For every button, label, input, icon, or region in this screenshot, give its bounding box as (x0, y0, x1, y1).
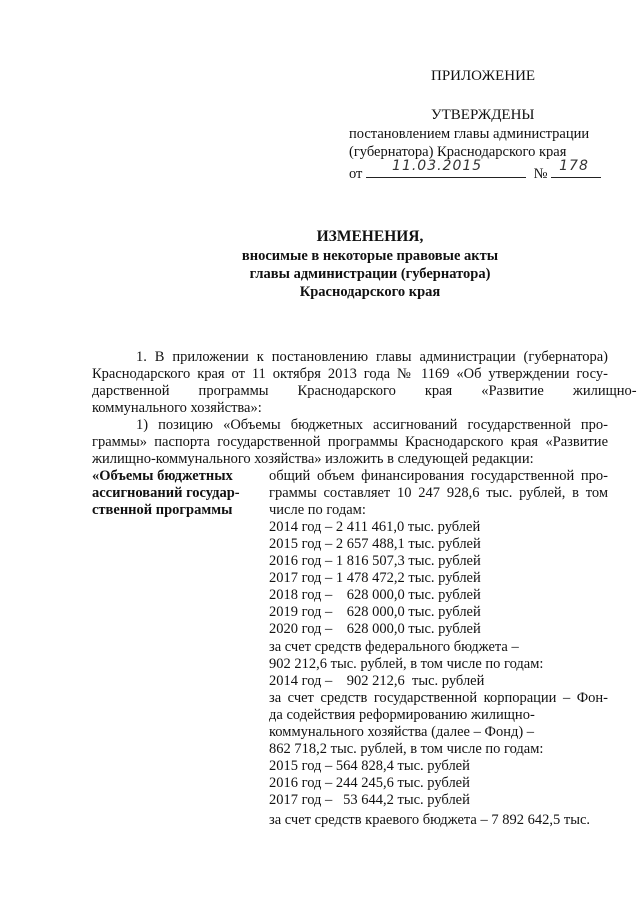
title-line-3: главы администрации (губернатора) (249, 266, 491, 282)
table-value-line: 902 212,6 тыс. рублей, в том числе по годам: (269, 656, 544, 672)
table-value-line: 2020 год – 628 000,0 тыс. рублей (269, 621, 481, 637)
title-line-2: вносимые в некоторые правовые акты (241, 248, 499, 264)
table-value-line: 862 718,2 тыс. рублей, в том числе по годам: (269, 741, 544, 757)
table-value-line: 2014 год – 902 212,6 тыс. рублей (269, 673, 485, 689)
table-value-line: за счет средств федерального бюджета – (269, 639, 519, 655)
approved-label: УТВЕРЖДЕНЫ (431, 107, 535, 123)
table-value-line: 2019 год – 628 000,0 тыс. рублей (269, 604, 481, 620)
title-line-4: Краснодарского края (299, 284, 441, 300)
table-value-line: за счет средств краевого бюджета – 7 892 642,5 тыс. (269, 812, 591, 828)
date-prefix: от (349, 166, 363, 182)
appendix-label: ПРИЛОЖЕНИЕ (431, 68, 536, 84)
paragraph-2-line: 1) позицию «Объемы бюджетных ассигнований государственной про- (136, 417, 608, 433)
number-handwritten: 178 (559, 158, 589, 174)
paragraph-1-line: коммунального хозяйства»: (92, 400, 262, 416)
number-prefix: № (533, 166, 548, 182)
table-value-line: 2015 год – 2 657 488,1 тыс. рублей (269, 536, 481, 552)
table-value-line: числе по годам: (269, 502, 366, 518)
table-value-line: 2016 год – 1 816 507,3 тыс. рублей (269, 553, 481, 569)
table-value-line: 2017 год – 1 478 472,2 тыс. рублей (269, 570, 481, 586)
number-field (551, 158, 601, 178)
table-value-line: 2015 год – 564 828,4 тыс. рублей (269, 758, 470, 774)
table-value-line: 2018 год – 628 000,0 тыс. рублей (269, 587, 481, 603)
table-value-line: 2014 год – 2 411 461,0 тыс. рублей (269, 519, 481, 535)
table-value-line: да содействия реформированию жилищно- (269, 707, 535, 723)
document-title: ИЗМЕНЕНИЯ, (316, 228, 424, 245)
table-value-line: 2016 год – 244 245,6 тыс. рублей (269, 775, 470, 791)
table-value-line: общий объем финансирования государственной про- (269, 468, 608, 484)
date-field (366, 158, 526, 178)
table-value-line: коммунального хозяйства (далее – Фонд) – (269, 724, 535, 740)
paragraph-1-line: Краснодарского края от 11 октября 2013 года № 1169 «Об утверждении госу- (92, 366, 608, 382)
paragraph-2-line: жилищно-коммунального хозяйства» изложить в следующей редакции: (92, 451, 534, 467)
approved-by-line-1: постановлением главы администрации (349, 126, 590, 142)
table-value-line: за счет средств государственной корпорации – Фон- (269, 690, 608, 706)
table-label-line: ственной программы (92, 502, 233, 518)
table-label-line: «Объемы бюджетных (92, 468, 233, 484)
date-number-line (349, 158, 601, 183)
paragraph-1-line: дарственной программы Краснодарского края «Развитие жилищно- (92, 383, 637, 399)
paragraph-1-line: 1. В приложении к постановлению главы администрации (губернатора) (136, 349, 608, 365)
approved-by-line-2: (губернатора) Краснодарского края (349, 144, 567, 160)
table-value-line: граммы составляет 10 247 928,6 тыс. рублей, в том (269, 485, 608, 501)
table-label-line: ассигнований государ- (92, 485, 240, 501)
table-value-line: 2017 год – 53 644,2 тыс. рублей (269, 792, 470, 808)
paragraph-2-line: граммы» паспорта государственной программы Краснодарского края «Развитие (92, 434, 608, 450)
date-handwritten: 11.03.2015 (392, 158, 483, 174)
